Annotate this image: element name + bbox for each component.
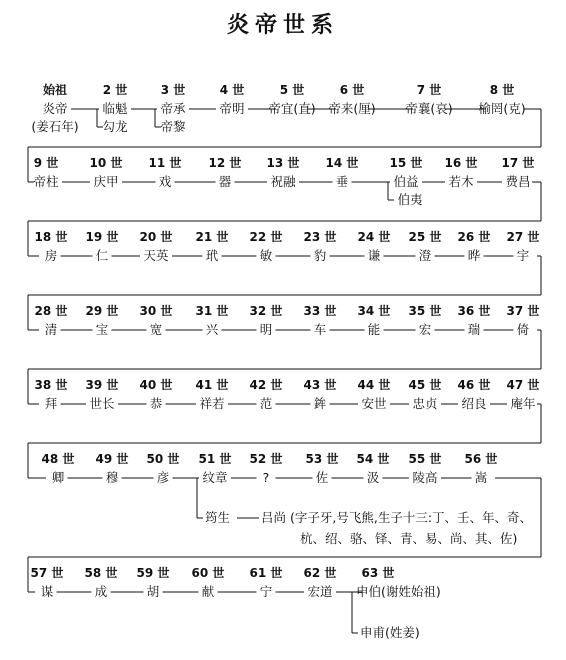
generation-label: 42 世 [249,378,283,392]
ancestor-name: 车 [313,322,327,337]
generation-label: 61 世 [249,566,283,580]
ancestor-name: 炎帝 [42,101,68,116]
generation-label: 18 世 [34,230,68,244]
branch-name: (姜石年) [31,119,79,134]
generation-label: 13 世 [266,156,300,170]
generation-label: 9 世 [33,156,59,170]
generation-label: 58 世 [84,566,118,580]
ancestor-name: 榆罔(克) [478,101,526,116]
generation-label: 35 世 [408,304,442,318]
generation-label: 20 世 [139,230,173,244]
generation-label: 14 世 [325,156,359,170]
ancestor-name: 房 [44,248,58,263]
generation-label: 7 世 [416,83,442,97]
generation-label: 8 世 [489,83,515,97]
ancestor-name: 陵高 [412,470,438,485]
generation-label: 60 世 [191,566,225,580]
generation-label: 12 世 [208,156,242,170]
generation-label: 34 世 [357,304,391,318]
generation-label: 16 世 [444,156,478,170]
ancestor-name: 帝承 [160,101,186,116]
branch-name: 吕尚 [261,510,287,525]
generation-label: 19 世 [85,230,119,244]
ancestor-name: 宝 [95,322,109,337]
generation-label: 56 世 [464,452,498,466]
generation-label: 62 世 [303,566,337,580]
ancestor-name: 帝来(厘) [328,101,376,116]
ancestor-name: 忠贞 [412,396,438,411]
generation-label: 2 世 [102,83,128,97]
generation-label: 25 世 [408,230,442,244]
ancestor-name: 祥若 [199,396,225,411]
branch-name: 筠生 [205,510,231,525]
generation-label: 6 世 [339,83,365,97]
ancestor-name: 瑞 [467,322,481,337]
branch-name: 勾龙 [102,119,128,134]
ancestor-name: 绍良 [461,396,487,411]
ancestor-name: 恭 [149,396,163,411]
ancestor-name: 纹章 [202,470,228,485]
ancestor-name: 仁 [95,248,109,263]
generation-label: 24 世 [357,230,391,244]
generation-label: 15 世 [389,156,423,170]
generation-label: 53 世 [305,452,339,466]
generation-label: 40 世 [139,378,173,392]
generation-label: 32 世 [249,304,283,318]
ancestor-name: 庵年 [510,396,536,411]
annotation-line: 杭、绍、骆、铎、青、易、尚、其、佐) [300,531,518,546]
generation-label: 31 世 [195,304,229,318]
generation-label: 47 世 [506,378,540,392]
ancestor-name: 器 [218,174,232,189]
generation-label: 38 世 [34,378,68,392]
ancestor-name: 佐 [315,470,329,485]
generation-label: 41 世 [195,378,229,392]
generation-label: 29 世 [85,304,119,318]
generation-label: 59 世 [136,566,170,580]
generation-label: 39 世 [85,378,119,392]
ancestor-name: 清 [44,322,58,337]
generation-label: 4 世 [219,83,245,97]
branch-name: 帝黎 [160,119,186,134]
generation-label: 50 世 [146,452,180,466]
generation-label: 48 世 [41,452,75,466]
generation-label: 17 世 [501,156,535,170]
ancestor-name: 宇 [516,248,530,263]
generation-label: 45 世 [408,378,442,392]
ancestor-name: 帝宜(直) [268,101,316,116]
ancestor-name: 庆甲 [93,174,119,189]
ancestor-name: 兴 [205,322,219,337]
ancestor-name: 玳 [205,248,219,263]
ancestor-name: 宽 [149,322,163,337]
ancestor-name: 成 [94,584,108,599]
generation-label: 10 世 [89,156,123,170]
ancestor-name: 天英 [143,248,169,263]
generation-label: 11 世 [148,156,182,170]
branch-name: 申甫(姓姜) [360,625,420,640]
ancestor-name: 宏 [418,322,432,337]
ancestor-name: 澄 [418,248,432,263]
ancestor-name: 鉾 [313,396,327,411]
ancestor-name: 汲 [366,470,380,485]
generation-label: 30 世 [139,304,173,318]
generation-label: 26 世 [457,230,491,244]
generation-label: 27 世 [506,230,540,244]
ancestor-name: 范 [259,396,273,411]
ancestor-name: 申伯(谢姓始祖) [356,584,441,599]
generation-label: 23 世 [303,230,337,244]
ancestor-name: 明 [259,322,273,337]
ancestor-name: 穆 [105,470,119,485]
ancestor-name: 献 [201,584,215,599]
ancestor-name: 帝柱 [33,174,59,189]
ancestor-name: 祝融 [270,174,296,189]
ancestor-name: 临魁 [102,101,128,116]
annotation-line: (字子牙,号飞熊,生子十三:丁、壬、年、奇、 [290,510,533,525]
ancestor-name: 帝襄(哀) [405,101,453,116]
generation-label: 49 世 [95,452,129,466]
generation-label: 5 世 [279,83,305,97]
generation-label: 始祖 [42,83,68,97]
generation-label: 3 世 [160,83,186,97]
ancestor-name: 戏 [158,174,172,189]
ancestor-name: 倚 [516,322,530,337]
ancestor-name: 能 [367,322,381,337]
ancestor-name: 垂 [335,174,349,189]
ancestor-name: 拜 [44,396,58,411]
generation-label: 22 世 [249,230,283,244]
generation-label: 55 世 [408,452,442,466]
generation-label: 37 世 [506,304,540,318]
ancestor-name: 谦 [367,248,381,263]
generation-label: 44 世 [357,378,391,392]
ancestor-name: 晔 [467,248,481,263]
ancestor-name: 嵩 [474,470,488,485]
ancestor-name: 谋 [40,584,54,599]
generation-label: 21 世 [195,230,229,244]
ancestor-name: 伯益 [393,174,419,189]
ancestor-name: 敏 [259,248,273,263]
ancestor-name: 费昌 [505,174,531,189]
generation-label: 54 世 [356,452,390,466]
ancestor-name: 宏道 [307,584,333,599]
generation-label: 33 世 [303,304,337,318]
ancestor-name: 若木 [448,174,474,189]
generation-label: 28 世 [34,304,68,318]
ancestor-name: 彦 [156,470,170,485]
generation-label: 51 世 [198,452,232,466]
generation-label: 63 世 [361,566,395,580]
branch-name: 伯夷 [397,192,423,207]
page-title: 炎帝世系 [226,13,340,38]
ancestor-name: 胡 [146,584,160,599]
ancestor-name: 豹 [313,248,327,263]
generation-label: 57 世 [30,566,64,580]
generation-label: 43 世 [303,378,337,392]
ancestor-name: 世长 [89,396,115,411]
generation-label: 52 世 [249,452,283,466]
generation-label: 46 世 [457,378,491,392]
node-labels [31,82,540,640]
ancestor-name: 宁 [259,584,273,599]
ancestor-name: 安世 [361,396,387,411]
ancestor-name: 帝明 [219,101,245,116]
ancestor-name: ? [262,470,270,485]
generation-label: 36 世 [457,304,491,318]
ancestor-name: 卿 [51,470,65,485]
